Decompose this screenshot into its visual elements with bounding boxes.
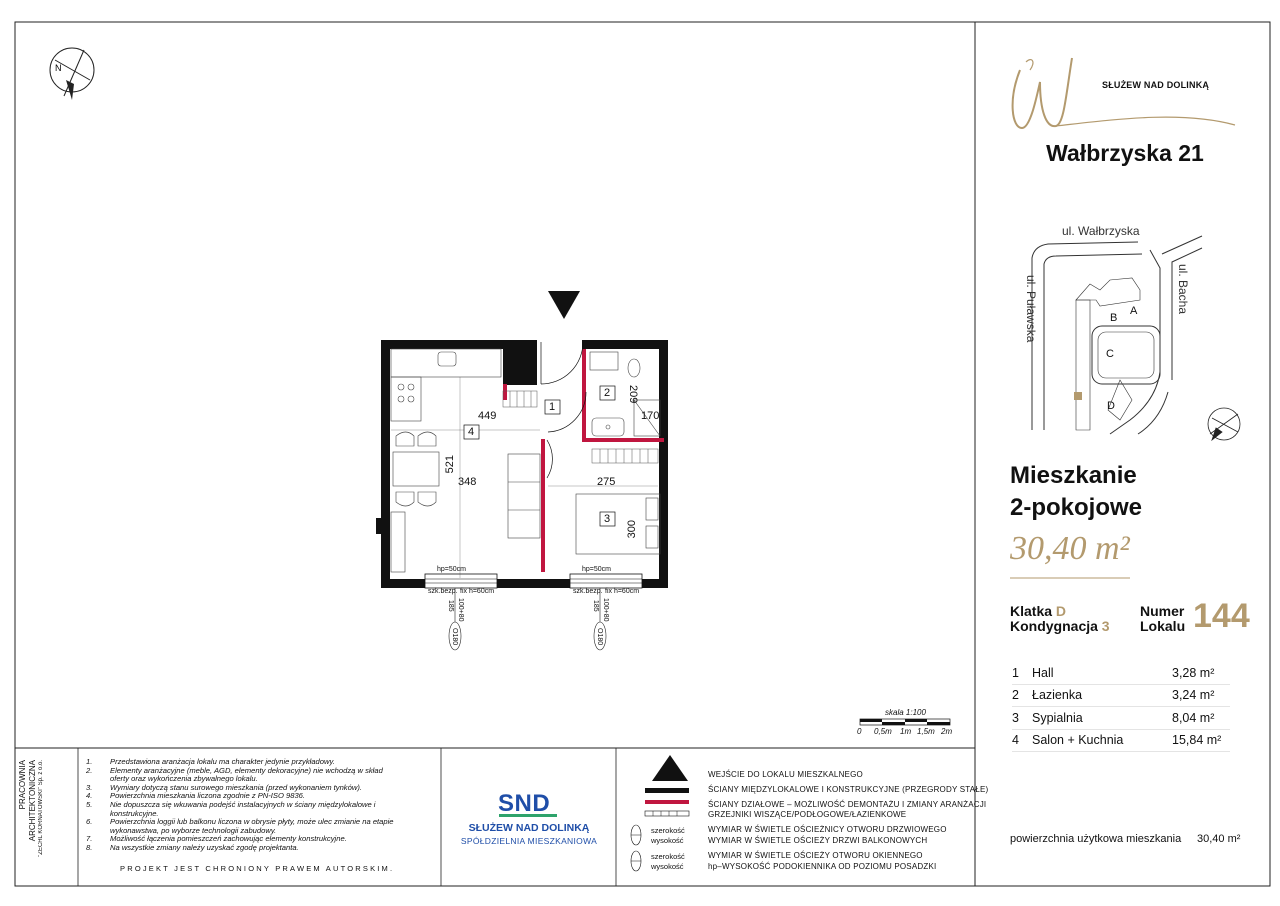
note-text: Wymiary dotyczą stanu surowego mieszkania (przed wykonaniem tynków). <box>110 782 362 792</box>
window-callouts <box>449 588 606 650</box>
room-4-tag: 4 <box>468 426 475 438</box>
room-row <box>1012 662 1230 685</box>
note-text: Powierzchnia loggii lub balkonu liczona w obrysie płyty, może ulec zmianie na etapie wykonawstwa, po wyborze technologii zabudowy. <box>110 817 394 835</box>
apartment-type: 2-pokojowe <box>1010 494 1143 521</box>
site-compass-icon <box>1208 408 1240 440</box>
note-no: 4. <box>86 791 93 801</box>
note-no: 6. <box>86 817 93 827</box>
legend-door-dim: WYMIAR W ŚWIETLE OŚCIEŻNICY OTWORU DRZWIOWEGO <box>708 825 947 834</box>
window-fix-tag: fix h=60cm <box>605 588 640 595</box>
window-hp-tag: hp=50cm <box>582 566 611 573</box>
firm-line-2: ARCHITEKTONICZNA <box>28 760 37 842</box>
window-height-tag: 185 <box>447 600 454 612</box>
room-no: 2 <box>1012 688 1019 703</box>
note-item <box>86 844 396 853</box>
legend-entry: WEJŚCIE DO LOKALU MIESZKALNEGO <box>708 770 863 779</box>
room-no: 3 <box>1012 710 1019 725</box>
building-a-label: A <box>1130 305 1138 317</box>
klatka-label: Klatka <box>1010 603 1053 619</box>
note-text: Nie dopuszcza się wkuwania podejść instalacyjnych w ściany międzylokalowe i konstrukcyjne. <box>110 799 376 818</box>
legend-sym-height: wysokość <box>651 862 684 871</box>
room-3-tag: 3 <box>604 513 611 525</box>
room-area: 3,24 m² <box>1172 688 1215 703</box>
legend-walls-partition: ŚCIANY DZIAŁOWE – MOŻLIWOŚĆ DEMONTAŻU I ZMIANY ARANŻACJI <box>708 800 987 809</box>
entry-arrow-icon <box>548 291 580 319</box>
room-no: 4 <box>1012 733 1019 748</box>
legend-hp-dim: hp–WYSOKOŚĆ PODOKIENNIKA OD POZIOMU POSADZKI <box>708 862 937 871</box>
note-text: Elementy aranżacyjne (meble, AGD, elementy dekoracyjne) nie wchodzą w skład oferty oraz wykończenia zbywalnego lokalu. <box>110 765 383 784</box>
room-2-tag: 2 <box>604 387 611 399</box>
notes-list <box>86 758 396 853</box>
note-no: 3. <box>86 782 93 792</box>
building-d-label: D <box>1107 400 1115 412</box>
street-walbrzyska: ul. Wałbrzyska <box>1062 224 1140 238</box>
note-text: Możliwość łączenia pomieszczeń zachowując elementy konstrukcyjne. <box>110 834 347 844</box>
legend-sym-height: wysokość <box>651 836 684 845</box>
note-item <box>86 818 396 835</box>
note-item <box>86 801 396 818</box>
note-no: 8. <box>86 842 93 852</box>
room-name: Łazienka <box>1032 688 1083 703</box>
window-dim-tag: O180 <box>451 628 458 646</box>
scale-title: skala 1:100 <box>885 708 926 717</box>
snd-logo: SND <box>498 790 551 817</box>
note-text: Przedstawiona aranżacja lokalu ma charakter jedynie przykładowy. <box>110 757 335 766</box>
building-b-label: B <box>1110 312 1118 324</box>
firm-line-1: PRACOWNIA <box>18 760 27 810</box>
scale-bar <box>860 719 950 725</box>
dim-449: 449 <box>478 410 497 422</box>
numer-label: Numer <box>1140 603 1185 619</box>
room-name: Hall <box>1032 665 1054 680</box>
dim-170: 170 <box>641 410 660 422</box>
room-row <box>1012 685 1230 708</box>
scale-tick: 0 <box>857 727 862 736</box>
room-1-tag: 1 <box>549 401 556 413</box>
usable-area-label: powierzchnia użytkowa mieszkania <box>1010 833 1182 845</box>
note-no: 1. <box>86 757 93 766</box>
dim-348: 348 <box>458 476 477 488</box>
lokalu-label: Lokalu <box>1140 618 1186 634</box>
apartment-number: 144 <box>1193 597 1250 635</box>
room-row <box>1012 707 1230 730</box>
snd-name: SŁUŻEW NAD DOLINKĄ <box>468 822 590 834</box>
brand-logo-icon <box>1013 58 1235 128</box>
scale-tick: 1,5m <box>917 727 935 736</box>
usable-area-value: 30,40 m² <box>1197 833 1241 845</box>
architect-firm <box>18 760 44 860</box>
scale-tick: 0,5m <box>874 727 892 736</box>
street-pulawska: ul. Puławska <box>1024 275 1038 343</box>
dim-521: 521 <box>444 455 456 474</box>
apartment-area: 30,40 m² <box>1010 530 1130 567</box>
window-dim-tag: O180 <box>596 628 603 646</box>
building-c-label: C <box>1106 348 1114 360</box>
window-hp-tag: hp=50cm <box>437 566 466 573</box>
legend-window-dim: WYMIAR W ŚWIETLE OŚCIEŻY OTWORU OKIENNEGO <box>708 851 923 860</box>
window-fix-tag: fix h=60cm <box>460 588 495 595</box>
apartment-title: Mieszkanie <box>1010 462 1137 489</box>
room-area: 8,04 m² <box>1172 710 1215 725</box>
legend-balcony-dim: WYMIAR W ŚWIETLE OŚCIEŻY DRZWI BALKONOWYCH <box>708 836 928 845</box>
room-area: 15,84 m² <box>1172 733 1222 748</box>
snd-subtitle: SPÓŁDZIELNIA MIESZKANIOWA <box>460 836 598 846</box>
dim-275: 275 <box>597 476 616 488</box>
svg-text:N: N <box>55 63 62 73</box>
kondygnacja-row <box>1010 618 1110 634</box>
rooms-table <box>1012 662 1230 752</box>
room-row <box>1012 730 1230 753</box>
window-safety-tag: szk.bezp. <box>573 588 603 595</box>
brand-name: SŁUŻEW NAD DOLINKĄ <box>1102 80 1210 90</box>
window-size-tag: 100+80 <box>602 598 609 622</box>
room-name: Salon + Kuchnia <box>1032 733 1124 748</box>
legend-sym-width: szerokość <box>651 852 685 861</box>
klatka-value: D <box>1055 603 1067 619</box>
scale-tick: 1m <box>900 727 912 736</box>
dim-209: 209 <box>627 385 639 404</box>
note-text: Na wszystkie zmiany należy uzyskać zgodę projektanta. <box>110 842 299 852</box>
klatka-row <box>1010 603 1066 619</box>
copyright-note: PROJEKT JEST CHRONIONY PRAWEM AUTORSKIM. <box>120 864 395 873</box>
legend-sym-width: szerokość <box>651 826 685 835</box>
window-safety-tag: szk.bezp. <box>428 588 458 595</box>
room-area: 3,28 m² <box>1172 665 1215 680</box>
note-no: 7. <box>86 834 93 844</box>
note-no: 2. <box>86 765 93 775</box>
north-arrow-icon <box>50 48 94 100</box>
floor-plan <box>376 340 668 588</box>
legend-walls-structural: ŚCIANY MIĘDZYLOKALOWE I KONSTRUKCYJNE (PRZEGRODY STAŁE) <box>708 785 989 794</box>
note-text: Powierzchnia mieszkania liczona zgodnie z PN-ISO 9836. <box>110 791 306 801</box>
room-name: Sypialnia <box>1032 710 1083 725</box>
street-bacha: ul. Bacha <box>1176 264 1190 315</box>
note-item <box>86 767 396 784</box>
firm-line-3: "ZECHL KORNATOWSKI" Sp. z o.o. <box>38 760 44 857</box>
note-no: 5. <box>86 799 93 809</box>
window-height-tag: 185 <box>592 600 599 612</box>
dim-300: 300 <box>626 520 638 539</box>
kondygnacja-label: Kondygnacja <box>1010 618 1098 634</box>
room-no: 1 <box>1012 665 1019 680</box>
address-title: Wałbrzyska 21 <box>1046 140 1204 166</box>
kondygnacja-value: 3 <box>1101 618 1110 634</box>
legend-radiators: GRZEJNIKI WISZĄCE/PODŁOGOWE/ŁAZIENKOWE <box>708 810 907 819</box>
scale-tick: 2m <box>941 727 953 736</box>
window-size-tag: 100+80 <box>457 598 464 622</box>
